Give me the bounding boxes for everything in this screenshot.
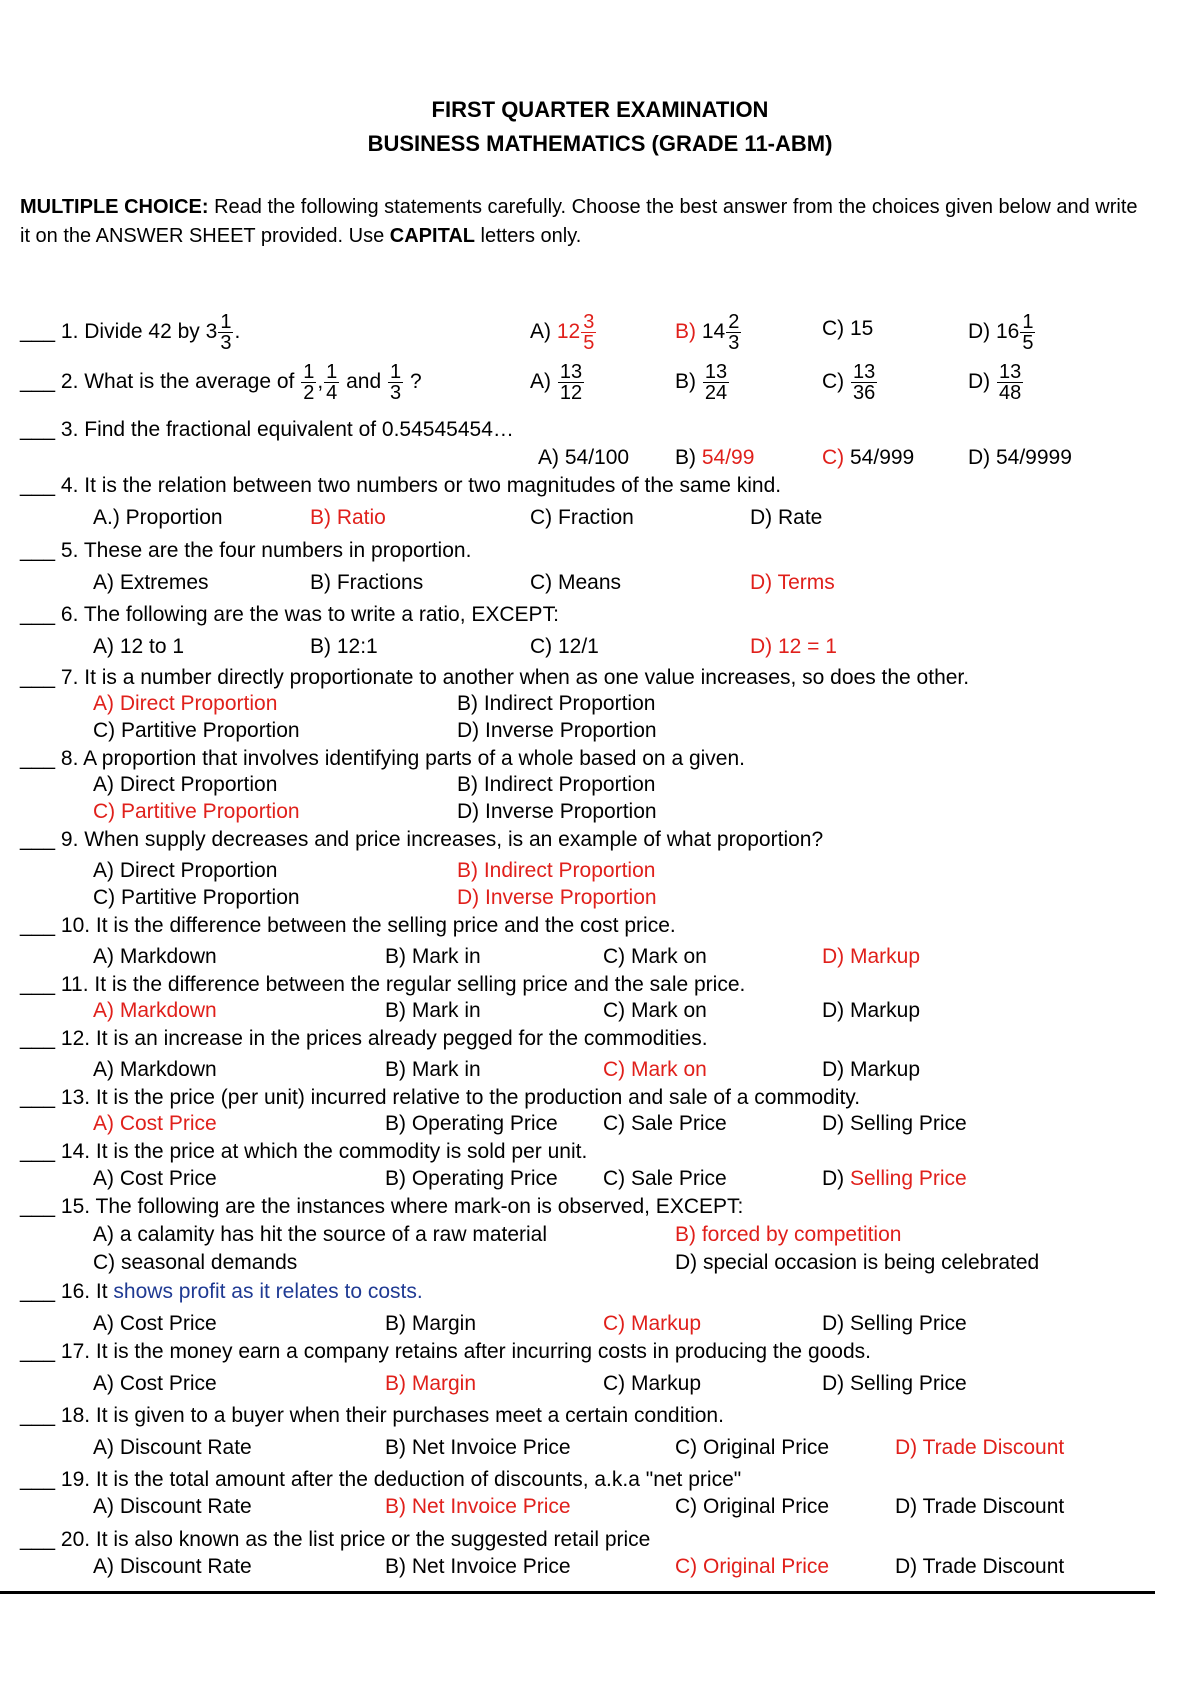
option-b: B) Mark in <box>385 999 481 1022</box>
question-stem: 9. When supply decreases and price increases, is an example of what proportion? <box>60 828 824 851</box>
question-11 <box>20 973 745 997</box>
answer-blank: ___ <box>20 914 56 937</box>
denominator: 3 <box>728 332 740 354</box>
question-stem: 8. A proportion that involves identifying parts of a whole based on a given. <box>60 747 746 770</box>
answer-blank: ___ <box>20 539 56 562</box>
question-stem-start: 16. It <box>60 1280 114 1303</box>
option-a: A) Discount Rate <box>93 1495 252 1518</box>
option-d: D) Markup <box>822 1058 921 1081</box>
question-stem: 2. What is the average of <box>60 370 301 394</box>
option-d: D) Inverse Proportion <box>457 719 657 742</box>
question-13 <box>20 1086 860 1110</box>
option-label: A) <box>530 370 557 394</box>
option-c: C) Fraction <box>530 506 634 529</box>
question-stem: 7. It is a number directly proportionate to another when as one value increases, so does the other. <box>60 666 970 689</box>
option-b: B) Net Invoice Price <box>385 1495 571 1518</box>
option-c: C) Original Price <box>675 1495 830 1518</box>
fraction <box>558 362 584 403</box>
option-d: D) Selling Price <box>822 1372 967 1395</box>
option-value: 12 <box>556 320 581 344</box>
option-value: D) 16 <box>968 320 1020 344</box>
instructions-text-end: letters only. <box>474 225 582 247</box>
answer-blank: ___ <box>20 1528 56 1551</box>
option-a: A) Discount Rate <box>93 1555 252 1578</box>
option-a: A) Extremes <box>93 571 209 594</box>
separator: , <box>317 370 324 394</box>
question-6 <box>20 603 559 627</box>
fraction <box>301 362 316 403</box>
numerator: 13 <box>559 361 583 383</box>
answer-blank: ___ <box>20 1404 56 1427</box>
denominator: 5 <box>583 332 595 354</box>
denominator: 24 <box>704 382 728 404</box>
instructions-text: Read the following statements carefully. Choose the best answer from the choices given below and write it on the ANSWER SHEET provided. Use <box>20 196 1138 247</box>
fraction <box>851 362 877 403</box>
option-b: B) Margin <box>385 1372 477 1395</box>
option-a: A) Discount Rate <box>93 1436 252 1459</box>
option-c: C) Sale Price <box>603 1167 727 1190</box>
option-c: C) Markup <box>603 1372 702 1395</box>
answer-blank: ___ <box>20 1140 56 1163</box>
option-b: B) Mark in <box>385 1058 481 1081</box>
question-stem: 19. It is the total amount after the deduction of discounts, a.k.a "net price" <box>60 1468 742 1491</box>
option-a: A) Cost Price <box>93 1312 217 1335</box>
question-stem: shows profit as it relates to costs. <box>113 1280 423 1303</box>
option-value: 54/999 <box>844 446 915 469</box>
option-d: D) Inverse Proportion <box>457 886 657 909</box>
option-c: C) 12/1 <box>530 635 599 658</box>
answer-blank: ___ <box>20 1340 56 1363</box>
question-stem: 1. Divide 42 by 3 <box>60 320 218 344</box>
question-15 <box>20 1195 743 1219</box>
option-d: D) Selling Price <box>822 1112 967 1135</box>
option-d: D) Markup <box>822 945 921 968</box>
question-stem-end: . <box>234 320 241 344</box>
numerator: 1 <box>220 311 232 333</box>
option-b: B) forced by competition <box>675 1223 902 1246</box>
answer-blank: ___ <box>20 320 56 344</box>
option-a: A) Direct Proportion <box>93 773 278 796</box>
numerator: 1 <box>326 361 338 383</box>
question-5 <box>20 539 471 563</box>
option-c: C) Markup <box>603 1312 702 1335</box>
option-d: D) 12 = 1 <box>750 635 837 658</box>
instructions-capital: CAPITAL <box>389 225 475 247</box>
answer-blank: ___ <box>20 1195 56 1218</box>
option-a <box>530 312 597 353</box>
question-1 <box>20 312 240 353</box>
option-a: A) Markdown <box>93 1058 217 1081</box>
numerator: 1 <box>1022 311 1034 333</box>
answer-blank: ___ <box>20 973 56 996</box>
numerator: 2 <box>728 311 740 333</box>
question-14 <box>20 1140 587 1164</box>
question-stem: 4. It is the relation between two numbers or two magnitudes of the same kind. <box>60 474 782 497</box>
answer-blank: ___ <box>20 666 56 689</box>
denominator: 48 <box>999 382 1022 404</box>
option-c: C) Partitive Proportion <box>93 719 300 742</box>
question-8 <box>20 747 745 771</box>
conjunction: and <box>340 370 387 394</box>
fraction <box>997 362 1023 403</box>
answer-blank: ___ <box>20 1280 56 1303</box>
question-stem: 11. It is the difference between the regular selling price and the sale price. <box>60 973 746 996</box>
option-c: C) Mark on <box>603 1058 707 1081</box>
option-c: C) Original Price <box>675 1555 830 1578</box>
option-b <box>675 312 742 353</box>
option-label: C) <box>822 446 845 469</box>
bottom-rule <box>0 1591 1155 1594</box>
option-a: A) Markdown <box>93 945 217 968</box>
option-b: B) 12:1 <box>310 635 378 658</box>
instructions-label: MULTIPLE CHOICE: <box>20 196 209 218</box>
answer-blank: ___ <box>20 603 56 626</box>
option-d: D) Markup <box>822 999 921 1022</box>
question-stem: 10. It is the difference between the selling price and the cost price. <box>60 914 676 937</box>
option-d: D) Trade Discount <box>895 1555 1065 1578</box>
option-a: A.) Proportion <box>93 506 223 529</box>
option-b: B) Operating Price <box>385 1167 558 1190</box>
denominator: 3 <box>390 382 402 404</box>
fraction <box>703 362 729 403</box>
answer-blank: ___ <box>20 1086 56 1109</box>
option-d: D) Terms <box>750 571 835 594</box>
question-16 <box>20 1280 423 1304</box>
answer-blank: ___ <box>20 370 56 394</box>
option-d: D) Rate <box>750 506 823 529</box>
question-stem: 14. It is the price at which the commodity is sold per unit. <box>60 1140 588 1163</box>
option-d <box>968 362 1024 403</box>
option-value: Selling Price <box>850 1167 967 1190</box>
option-value: 14 <box>701 320 726 344</box>
option-label: D) <box>968 370 996 394</box>
option-b: B) Margin <box>385 1312 477 1335</box>
denominator: 5 <box>1022 332 1034 354</box>
option-d <box>968 312 1036 353</box>
question-stem: 18. It is given to a buyer when their purchases meet a certain condition. <box>60 1404 724 1427</box>
question-stem-end: ? <box>404 370 422 394</box>
option-label: A) <box>530 320 557 344</box>
denominator: 2 <box>303 382 315 404</box>
question-stem: 6. The following are the was to write a ratio, EXCEPT: <box>60 603 559 626</box>
option-a: A) Cost Price <box>93 1372 217 1395</box>
fraction <box>1020 312 1035 353</box>
option-c: C) seasonal demands <box>93 1251 298 1274</box>
option-d: D) Selling Price <box>822 1312 967 1335</box>
fraction <box>726 312 741 353</box>
question-17 <box>20 1340 871 1364</box>
question-2 <box>20 362 422 403</box>
option-b <box>675 362 730 403</box>
question-4 <box>20 474 781 498</box>
question-stem: 5. These are the four numbers in proportion. <box>60 539 472 562</box>
option-label: C) <box>822 370 850 394</box>
option-a: A) a calamity has hit the source of a raw material <box>93 1223 548 1246</box>
fraction <box>388 362 403 403</box>
question-3 <box>20 418 514 442</box>
numerator: 13 <box>999 361 1022 383</box>
answer-blank: ___ <box>20 1468 56 1491</box>
denominator: 12 <box>559 382 583 404</box>
exam-subtitle: BUSINESS MATHEMATICS (GRADE 11-ABM) <box>367 131 833 156</box>
fraction <box>218 312 233 353</box>
question-18 <box>20 1404 724 1428</box>
denominator: 3 <box>220 332 232 354</box>
question-stem: 13. It is the price (per unit) incurred relative to the production and sale of a commodity. <box>60 1086 861 1109</box>
option-d: D) Inverse Proportion <box>457 800 657 823</box>
question-stem: 15. The following are the instances where mark-on is observed, EXCEPT: <box>60 1195 744 1218</box>
option-a: A) Cost Price <box>93 1112 217 1135</box>
numerator: 3 <box>583 311 595 333</box>
option-a: A) Markdown <box>93 999 217 1022</box>
option-d: D) 54/9999 <box>968 446 1072 469</box>
option-d <box>822 1167 967 1191</box>
denominator: 36 <box>853 382 876 404</box>
option-a: A) Direct Proportion <box>93 859 278 882</box>
option-c: C) Original Price <box>675 1436 830 1459</box>
option-b: B) Ratio <box>310 506 386 529</box>
option-c <box>822 446 914 470</box>
fraction <box>324 362 339 403</box>
question-stem: 12. It is an increase in the prices already pegged for the commodities. <box>60 1027 708 1050</box>
option-value: 54/99 <box>701 446 755 469</box>
option-b: B) Indirect Proportion <box>457 692 656 715</box>
numerator: 13 <box>704 361 728 383</box>
question-stem: 20. It is also known as the list price or the suggested retail price <box>60 1528 651 1551</box>
option-c: C) Partitive Proportion <box>93 886 300 909</box>
question-stem: 17. It is the money earn a company retains after incurring costs in producing the goods. <box>60 1340 872 1363</box>
exam-title: FIRST QUARTER EXAMINATION <box>431 97 769 122</box>
option-c: C) 15 <box>822 317 874 340</box>
option-a: A) 54/100 <box>538 446 630 469</box>
option-b: B) Indirect Proportion <box>457 773 656 796</box>
numerator: 1 <box>390 361 402 383</box>
question-19 <box>20 1468 741 1492</box>
option-a <box>530 362 585 403</box>
option-b: B) Fractions <box>310 571 424 594</box>
answer-blank: ___ <box>20 1027 56 1050</box>
numerator: 1 <box>303 361 315 383</box>
question-10 <box>20 914 676 938</box>
question-stem: 3. Find the fractional equivalent of 0.54545454… <box>60 418 514 441</box>
option-c: C) Mark on <box>603 945 707 968</box>
option-b: B) Indirect Proportion <box>457 859 656 882</box>
option-a: A) 12 to 1 <box>93 635 185 658</box>
fraction <box>581 312 596 353</box>
option-label: B) <box>675 370 702 394</box>
option-label: D) <box>822 1167 850 1190</box>
option-a: A) Cost Price <box>93 1167 217 1190</box>
instructions <box>20 193 1150 251</box>
option-c <box>822 362 878 403</box>
question-20 <box>20 1528 650 1552</box>
option-c: C) Sale Price <box>603 1112 727 1135</box>
option-b: B) Net Invoice Price <box>385 1436 571 1459</box>
option-label: B) <box>675 320 702 344</box>
option-b: B) Net Invoice Price <box>385 1555 571 1578</box>
denominator: 4 <box>326 382 338 404</box>
option-c: C) Means <box>530 571 622 594</box>
option-b: B) Operating Price <box>385 1112 558 1135</box>
option-b: B) Mark in <box>385 945 481 968</box>
numerator: 13 <box>853 361 876 383</box>
option-b <box>675 446 754 470</box>
question-7 <box>20 666 969 690</box>
option-d: D) Trade Discount <box>895 1495 1065 1518</box>
option-c: C) Mark on <box>603 999 707 1022</box>
question-9 <box>20 828 823 852</box>
option-c: C) Partitive Proportion <box>93 800 300 823</box>
option-d: D) Trade Discount <box>895 1436 1065 1459</box>
option-label: B) <box>675 446 702 469</box>
answer-blank: ___ <box>20 418 56 441</box>
question-12 <box>20 1027 708 1051</box>
answer-blank: ___ <box>20 474 56 497</box>
answer-blank: ___ <box>20 828 56 851</box>
answer-blank: ___ <box>20 747 56 770</box>
option-a: A) Direct Proportion <box>93 692 278 715</box>
option-d: D) special occasion is being celebrated <box>675 1251 1040 1274</box>
